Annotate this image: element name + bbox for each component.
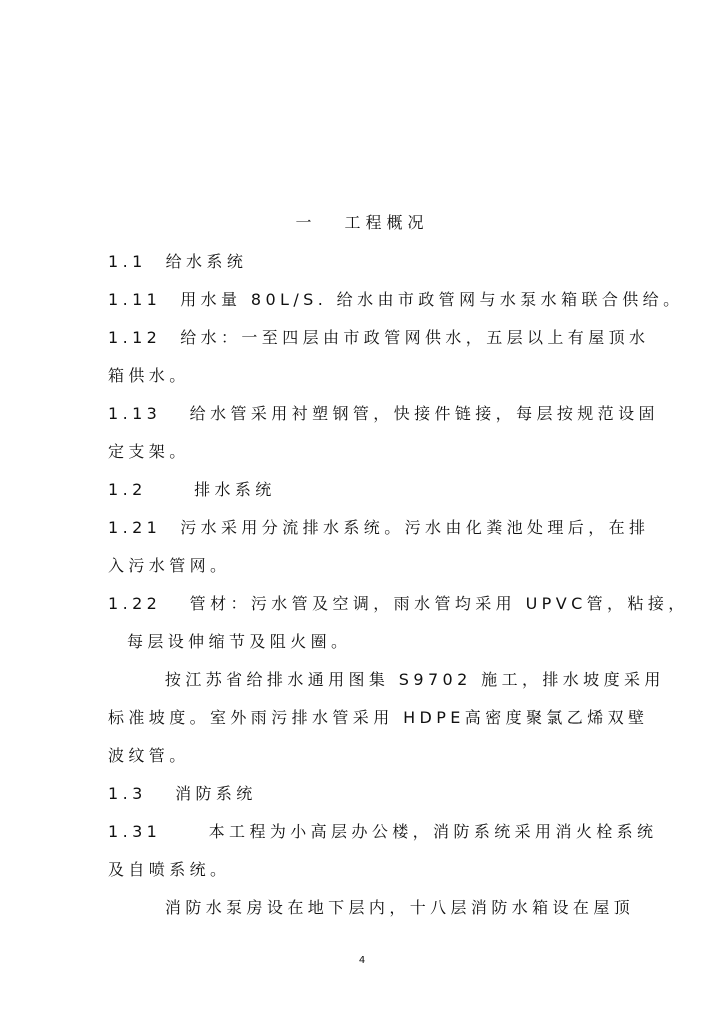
heading-1-1: 1.1 给水系统 bbox=[108, 252, 248, 271]
section-title bbox=[0, 213, 724, 233]
section-number: 一 bbox=[295, 213, 317, 232]
paragraph-line: 箱供水。 bbox=[108, 366, 190, 385]
paragraph-line: 入污水管网。 bbox=[108, 556, 231, 575]
heading-1-2: 1.2 排水系统 bbox=[108, 480, 276, 499]
paragraph-line: 定支架。 bbox=[108, 442, 190, 461]
paragraph-line: 1.11 用水量 80L/S. 给水由市政管网与水泵水箱联合供给。 bbox=[108, 290, 684, 309]
paragraph-line: 1.22 管材：污水管及空调，雨水管均采用 UPVC管，粘接， bbox=[108, 594, 689, 613]
paragraph-line: 每层设伸缩节及阻火圈。 bbox=[108, 632, 352, 651]
heading-1-3: 1.3 消防系统 bbox=[108, 784, 257, 803]
paragraph-line: 标准坡度。室外雨污排水管采用 HDPE高密度聚氯乙烯双壁 bbox=[108, 708, 649, 727]
paragraph-line: 1.21 污水采用分流排水系统。污水由化粪池处理后，在排 bbox=[108, 518, 650, 537]
paragraph-line: 波纹管。 bbox=[108, 746, 190, 765]
paragraph-line: 1.13 给水管采用衬塑钢管，快接件链接，每层按规范设固 bbox=[108, 404, 659, 423]
paragraph-line: 按江苏省给排水通用图集 S9702 施工，排水坡度采用 bbox=[108, 670, 665, 689]
page-number: 4 bbox=[358, 955, 366, 966]
section-heading: 工程概况 bbox=[344, 213, 429, 232]
paragraph-line: 1.12 给水：一至四层由市政管网供水，五层以上有屋顶水 bbox=[108, 328, 650, 347]
paragraph-line: 及自喷系统。 bbox=[108, 860, 231, 879]
paragraph-line: 消防水泵房设在地下层内，十八层消防水箱设在屋顶 bbox=[108, 898, 635, 917]
paragraph-line: 1.31 本工程为小高层办公楼，消防系统采用消火栓系统 bbox=[108, 822, 658, 841]
